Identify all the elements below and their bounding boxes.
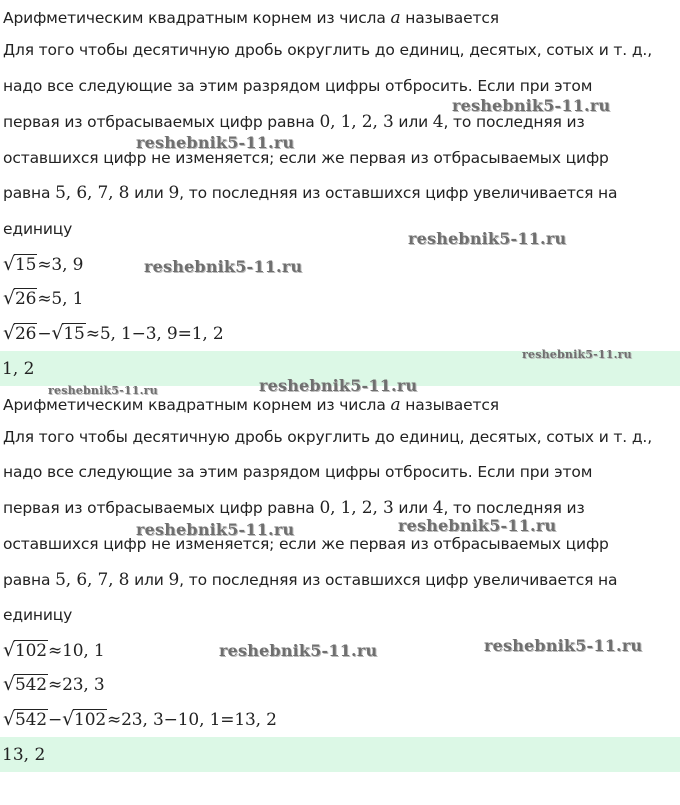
definition-line: Арифметическим квадратным корнем из числа a называется — [3, 395, 499, 415]
formula-1: √15≈3, 9 — [3, 253, 84, 275]
formula-2: √26≈5, 1 — [3, 287, 84, 309]
sqrt-expression: √102 — [3, 639, 47, 661]
formula-2: √542≈23, 3 — [3, 673, 105, 695]
formula-3: √26−√15≈5, 1−3, 9=1, 2 — [3, 322, 224, 344]
formula-3: √542−√102≈23, 3−10, 1=13, 2 — [3, 708, 277, 730]
rule-line-1: Для того чтобы десятичную дробь округлить до единиц, десятых, сотых и т. д., — [3, 41, 652, 59]
rule-line-6: единицу — [3, 606, 73, 624]
watermark: reshebnik5-11.ru — [219, 641, 378, 660]
sqrt-expression: √542 — [3, 708, 47, 730]
formula-1: √102≈10, 1 — [3, 639, 105, 661]
watermark: reshebnik5-11.ru — [48, 384, 158, 397]
watermark: reshebnik5-11.ru — [408, 229, 567, 248]
rule-line-2: надо все следующие за этим разрядом цифры отбросить. Если при этом — [3, 463, 593, 481]
watermark: reshebnik5-11.ru — [144, 257, 303, 276]
answer-2: 13, 2 — [2, 745, 46, 765]
watermark: reshebnik5-11.ru — [136, 520, 295, 539]
rule-line-5: равна 5, 6, 7, 8 или 9, то последняя из оставшихся цифр увеличивается на — [3, 183, 618, 203]
rule-line-1: Для того чтобы десятичную дробь округлить до единиц, десятых, сотых и т. д., — [3, 428, 652, 446]
sqrt-expression: √26 — [3, 287, 37, 309]
sqrt-expression: √102 — [62, 708, 107, 730]
rule-line-3: первая из отбрасываемых цифр равна 0, 1, 2, 3 или 4, то последняя из — [3, 112, 585, 132]
rule-line-2: надо все следующие за этим разрядом цифры отбросить. Если при этом — [3, 77, 593, 95]
watermark: reshebnik5-11.ru — [452, 96, 611, 115]
rule-line-4: оставшихся цифр не изменяется; если же первая из отбрасываемых цифр — [3, 149, 609, 167]
watermark: reshebnik5-11.ru — [136, 133, 295, 152]
answer-1: 1, 2 — [2, 359, 35, 379]
sqrt-expression: √15 — [3, 253, 37, 275]
rule-line-3: первая из отбрасываемых цифр равна 0, 1, 2, 3 или 4, то последняя из — [3, 498, 585, 518]
watermark: reshebnik5-11.ru — [398, 516, 557, 535]
watermark: reshebnik5-11.ru — [484, 636, 643, 655]
sqrt-expression: √15 — [51, 322, 85, 344]
sqrt-expression: √542 — [3, 673, 47, 695]
rule-line-4: оставшихся цифр не изменяется; если же первая из отбрасываемых цифр — [3, 535, 609, 553]
sqrt-expression: √26 — [3, 322, 37, 344]
definition-line: Арифметическим квадратным корнем из числа a называется — [3, 8, 499, 28]
watermark: reshebnik5-11.ru — [259, 376, 418, 395]
rule-line-5: равна 5, 6, 7, 8 или 9, то последняя из оставшихся цифр увеличивается на — [3, 570, 618, 590]
rule-line-6: единицу — [3, 220, 73, 238]
watermark: reshebnik5-11.ru — [522, 348, 632, 361]
answer-band-2 — [0, 737, 680, 772]
